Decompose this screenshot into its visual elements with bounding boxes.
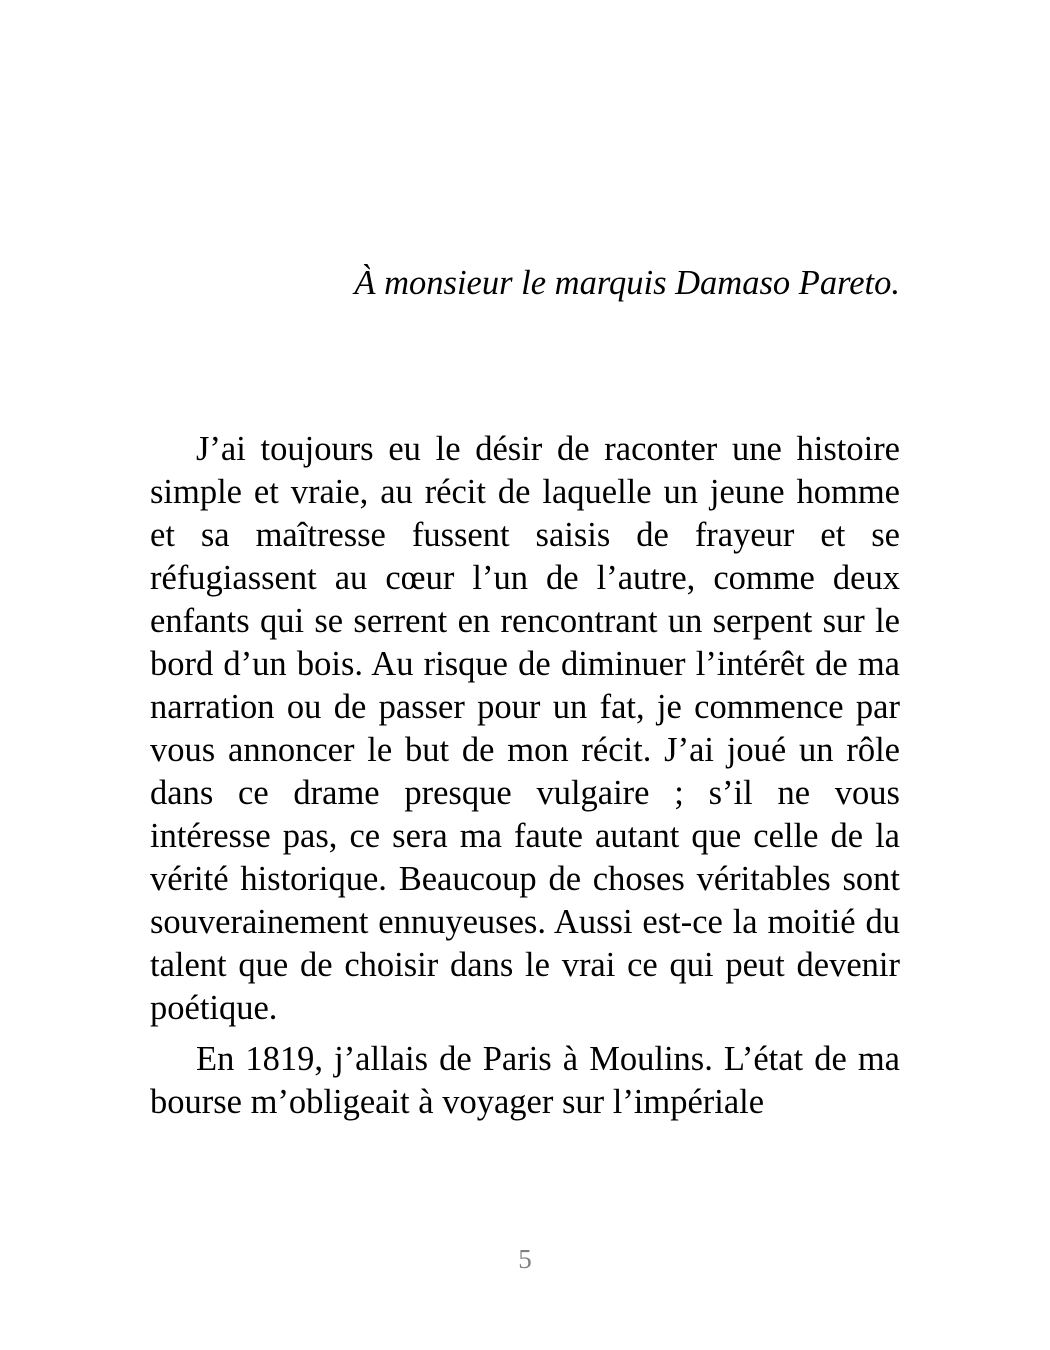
paragraph-1: J’ai toujours eu le désir de raconter une histoire simple et vraie, au récit de laquelle un jeune homme et sa maîtresse fussent saisis de frayeur et se réfugiassent au cœur l’un de l’autre, comme deux enfants qui se serrent en rencontrant un serpent sur le bord d’un bois. Au risque de diminuer l’intérêt de ma narration ou de passer pour un fat, je commence par vous annoncer le but de mon récit. J’ai joué un rôle dans ce drame presque vulgaire ; s’il ne vous intéresse pas, ce sera ma faute autant que celle de la vérité historique. Beaucoup de choses véritables sont souverainement ennuyeuses. Aussi est-ce la moitié du talent que de choisir dans le vrai ce qui peut devenir poétique.: [150, 430, 900, 1027]
page-number: 5: [518, 1244, 532, 1274]
dedication: À monsieur le marquis Damaso Pareto.: [354, 264, 900, 302]
body-text: [150, 428, 900, 1132]
paragraph-2: En 1819, j’allais de Paris à Moulins. L’état de ma bourse m’obligeait à voyager sur l’impériale: [150, 1040, 900, 1121]
